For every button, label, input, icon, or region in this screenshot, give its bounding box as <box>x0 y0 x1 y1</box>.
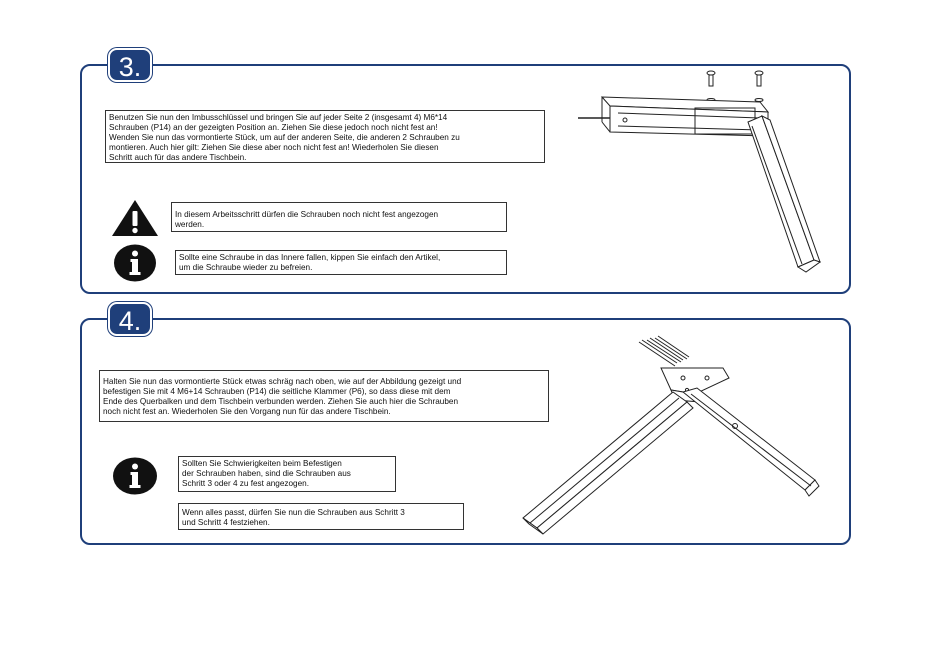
screw-icon <box>755 71 763 102</box>
step-3-assembly-drawing <box>570 64 830 289</box>
step-4-info: Sollten Sie Schwierigkeiten beim Befestigen der Schrauben haben, sind die Schrauben aus Schritt 3 oder 4 zu fest angezogen. <box>178 456 396 492</box>
step-3-badge: 3. <box>108 48 152 82</box>
step-4-note: Wenn alles passt, dürfen Sie nun die Schrauben aus Schritt 3 und Schritt 4 festziehen. <box>178 503 464 530</box>
screw-icon <box>647 338 683 362</box>
step-4-badge: 4. <box>108 302 152 336</box>
info-circle-icon <box>112 457 158 495</box>
step-3-warning: In diesem Arbeitsschritt dürfen die Schrauben noch nicht fest angezogen werden. <box>171 202 507 232</box>
step-4-assembly-drawing <box>515 330 835 540</box>
step-3-info: Sollte eine Schraube in das Innere fallen, kippen Sie einfach den Artikel, um die Schraube wieder zu befreien. <box>175 250 507 275</box>
warning-triangle-icon <box>111 199 159 237</box>
info-circle-icon <box>113 244 157 282</box>
screw-icon <box>707 71 715 102</box>
step-4-instruction: Halten Sie nun das vormontierte Stück etwas schräg nach oben, wie auf der Abbildung gezeigt und befestigen Sie mit 4 M6+14 Schrauben (P14) die seitliche Klammer (P6), so dass diese mit dem Ende des Querbalken und dem Tischbein verbunden werden. Ziehen Sie auch hier die Schrauben noch nicht fest an. Wiederholen Sie den Vorgang nun für das andere Tischbein. <box>99 370 549 422</box>
step-3-instruction: Benutzen Sie nun den Imbusschlüssel und bringen Sie auf jeder Seite 2 (insgesamt 4) M6*14 Schrauben (P14) an der gezeigten Position an. Ziehen Sie diese jedoch noch nicht fest an! Wenden Sie nun das vormontierte Stück, um auf der anderen Seite, die anderen 2 Schrauben zu montieren. Auch hier gilt: Ziehen Sie diese aber noch nicht fest an! Wiederholen Sie diesen Schritt auch für das andere Tischbein. <box>105 110 545 163</box>
